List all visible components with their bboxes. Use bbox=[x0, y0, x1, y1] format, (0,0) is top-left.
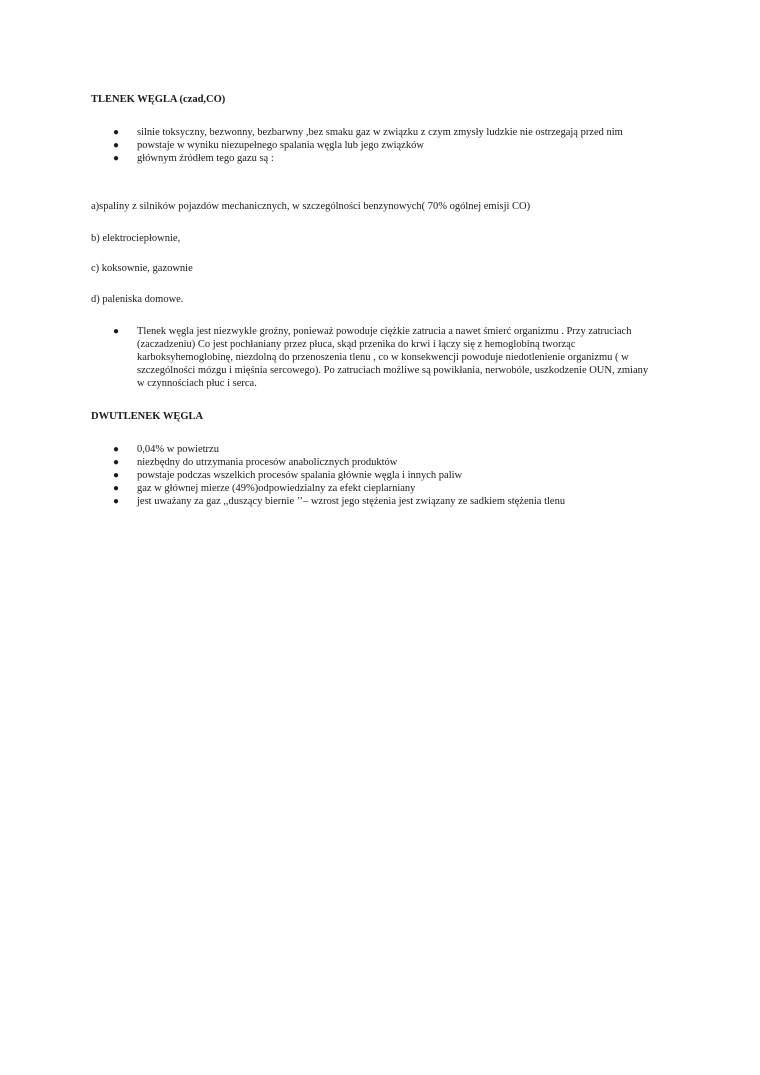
list-item-text: niezbędny do utrzymania procesów anabolicznych produktów bbox=[137, 457, 398, 468]
heading-carbon-dioxide: DWUTLENEK WĘGLA bbox=[91, 411, 204, 422]
co2-properties-list bbox=[91, 443, 651, 508]
list-item-text: jest uważany za gaz ,,duszący biernie ’’– wzrost jego stężenia jest związany ze sadkiem stężenia tlenu bbox=[137, 496, 566, 507]
source-b: b) elektrociepłownie, bbox=[91, 233, 181, 244]
source-d: d) paleniska domowe. bbox=[91, 294, 184, 305]
list-item bbox=[91, 469, 651, 482]
list-item bbox=[91, 495, 651, 508]
bullet-icon: ● bbox=[113, 457, 120, 468]
bullet-icon: ● bbox=[113, 444, 120, 455]
co-danger-list bbox=[91, 325, 651, 390]
list-item bbox=[91, 443, 651, 456]
list-item-text: powstaje w wyniku niezupełnego spalania węgla lub jego związków bbox=[137, 140, 424, 151]
list-item-text: Tlenek węgla jest niezwykle groźny, ponieważ powoduje ciężkie zatrucia a nawet śmierć organizmu . Przy zatruciach (zaczadzeniu) Co jest pochłaniany przez płuca, skąd przenika do krwi i łączy się z hemoglobiną tworząc karboksyhemoglobinę, niezdolną do przenoszenia tlenu , co w konsekwencji powoduje niedotlenienie organizmu ( w szczególności mózgu i mięśnia sercowego). Po zatruciach możliwe są powikłania, nerwobóle, uszkodzenie OUN, zmiany w czynnościach płuc i serca. bbox=[137, 326, 649, 389]
bullet-icon: ● bbox=[113, 153, 120, 164]
bullet-icon: ● bbox=[113, 140, 120, 151]
list-item-text: 0,04% w powietrzu bbox=[137, 444, 219, 455]
bullet-icon: ● bbox=[113, 496, 120, 507]
list-item-text: głównym źródłem tego gazu są : bbox=[137, 153, 274, 164]
list-item bbox=[91, 482, 651, 495]
bullet-icon: ● bbox=[113, 326, 120, 337]
list-item-text: silnie toksyczny, bezwonny, bezbarwny ,bez smaku gaz w związku z czym zmysły ludzkie nie ostrzegają przed nim bbox=[137, 127, 623, 138]
list-item bbox=[91, 456, 651, 469]
list-item bbox=[91, 325, 651, 390]
list-item-text: gaz w głównej mierze (49%)odpowiedzialny za efekt cieplarniany bbox=[137, 483, 416, 494]
list-item bbox=[91, 139, 651, 152]
list-item bbox=[91, 152, 651, 165]
bullet-icon: ● bbox=[113, 470, 120, 481]
list-item bbox=[91, 126, 651, 139]
source-a: a)spaliny z silników pojazdów mechanicznych, w szczególności benzynowych( 70% ogólnej emisji CO) bbox=[91, 201, 531, 212]
list-item-text: powstaje podczas wszelkich procesów spalania głównie węgla i innych paliw bbox=[137, 470, 463, 481]
heading-carbon-monoxide: TLENEK WĘGLA (czad,CO) bbox=[91, 94, 226, 105]
co-properties-list bbox=[91, 126, 651, 165]
bullet-icon: ● bbox=[113, 483, 120, 494]
source-c: c) koksownie, gazownie bbox=[91, 263, 193, 274]
bullet-icon: ● bbox=[113, 127, 120, 138]
